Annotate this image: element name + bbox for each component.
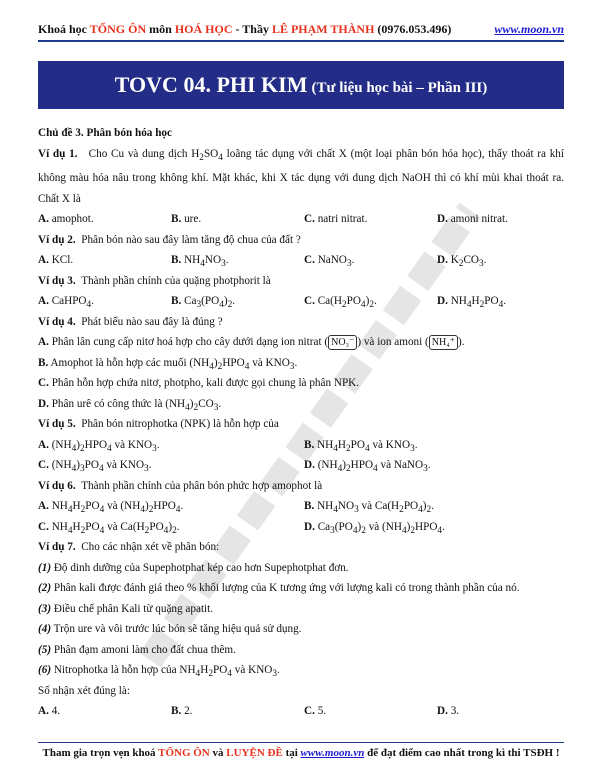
formula-text: H: [72, 520, 81, 533]
example-2-question: [38, 230, 564, 251]
option-letter: A.: [38, 254, 49, 267]
subscript: 3: [272, 669, 278, 680]
statement-6: [38, 660, 564, 681]
formula-text: Ca: [317, 520, 331, 533]
subscript: 4: [99, 505, 105, 516]
formula-text: (NH: [51, 459, 72, 472]
formula-text: PO: [149, 520, 164, 533]
formula-text: .: [156, 438, 160, 451]
example-6-question: [38, 476, 564, 497]
option-letter: D.: [437, 295, 448, 308]
subscript: 4: [333, 505, 338, 516]
statement-text: H: [200, 664, 209, 677]
option-formula: [51, 459, 152, 475]
question-text: Thành phần chính của phân bón phức hợp amophot là: [81, 479, 323, 492]
header-text-3: - Thầy: [232, 22, 272, 36]
subscript: 4: [364, 443, 370, 454]
option-text: NaNO: [317, 254, 347, 267]
subscript: 4: [185, 402, 190, 413]
option-letter: A.: [38, 500, 49, 513]
subscript: 4: [218, 152, 223, 163]
header-text-2: môn: [146, 22, 175, 36]
subscript: 4: [163, 525, 169, 536]
formula-text: và NaNO: [377, 459, 424, 472]
option-c: [304, 209, 367, 230]
option-letter: C.: [304, 705, 315, 718]
option-letter: B.: [171, 254, 182, 267]
example-2-options: [38, 250, 564, 271]
statement-text: .: [277, 664, 280, 677]
option-text: .: [294, 356, 298, 369]
option-letter: C.: [304, 254, 315, 267]
footer-text: Tham gia trọn vẹn khoá: [42, 747, 159, 759]
option-letter: A.: [38, 213, 49, 226]
formula-text: (PO: [334, 520, 353, 533]
subscript: 4: [498, 300, 504, 311]
subscript: 3: [423, 464, 428, 475]
page-title: TOVC 04. PHI KIM: [114, 72, 308, 97]
subscript: 2: [172, 525, 177, 536]
question-text: loãng tác dụng với chất X (một loại phân bón hóa học), thấy thoát ra khí không màu hóa nâu trong không khí. Mặt khác, khi X tác dụng với dung dịch NaOH thì có khí mùi khai thoát ra. Chất X là: [38, 147, 565, 205]
formula-text: ): [76, 438, 80, 451]
formula-text: và KNO: [103, 459, 145, 472]
formula-text: và (NH: [365, 520, 402, 533]
nitrate-ion: NO₃⁻: [328, 335, 357, 350]
option-text: H: [471, 295, 480, 308]
example-1-options: [38, 209, 564, 230]
statement-text: Trộn ure và vôi trước lúc bón sẽ tăng hiệu quả sử dụng.: [51, 623, 302, 636]
subscript: 4: [219, 300, 224, 311]
option-formula: [317, 459, 431, 475]
option-text: .: [373, 295, 377, 308]
formula-text: ): [168, 520, 173, 533]
option-text: .: [351, 254, 355, 267]
subscript: 2: [208, 669, 213, 680]
option-c: [304, 701, 326, 722]
subscript: 3: [221, 259, 226, 270]
option-text: ) và ion amoni (: [357, 336, 429, 349]
option-text: ure.: [184, 213, 202, 226]
formula-text: (NH: [317, 459, 338, 472]
option-formula: [51, 500, 184, 516]
formula-text: .: [442, 520, 445, 533]
formula-text: .: [431, 500, 434, 513]
topic-heading: Chủ đề 3. Phân bón hóa học: [38, 127, 172, 139]
example-6-options-ab: [38, 496, 564, 517]
subscript: 2: [199, 152, 204, 163]
header-course: TỔNG ÔN: [89, 22, 147, 36]
subscript: 2: [410, 525, 416, 536]
title-banner: [38, 61, 564, 109]
subscript: 4: [337, 464, 343, 475]
option-text: ): [223, 295, 228, 308]
formula-text: .: [414, 438, 418, 451]
example-label: Ví dụ 6.: [38, 479, 76, 492]
formula-text: NH: [317, 500, 334, 513]
example-label: Ví dụ 7.: [38, 541, 76, 554]
option-text: .: [225, 254, 229, 267]
header-phone: (0976.053.496): [374, 22, 452, 36]
subscript: 3: [289, 361, 295, 372]
option-text: và KNO: [249, 356, 290, 369]
header-divider: [38, 40, 564, 42]
option-text: Ca(H: [317, 295, 342, 308]
option-formula: [317, 500, 434, 516]
footer-text: tại: [282, 747, 301, 759]
example-4-option-d: [38, 394, 564, 415]
formula-text: PO: [350, 438, 365, 451]
subscript: 3: [410, 443, 415, 454]
subscript: 4: [67, 525, 73, 536]
statement-text: và KNO: [231, 664, 273, 677]
statement-number: (5): [38, 643, 52, 656]
subscript: 4: [195, 669, 201, 680]
option-letter: A.: [38, 336, 49, 349]
formula-text: và Ca(H: [104, 520, 145, 533]
subscript: 2: [369, 300, 374, 311]
example-label: Ví dụ 3.: [38, 274, 76, 287]
formula-text: .: [180, 500, 184, 513]
option-text: .: [483, 254, 487, 267]
subscript: 3: [144, 464, 149, 475]
option-b: [171, 209, 201, 230]
subscript: 2: [148, 505, 154, 516]
subscript: 4: [418, 505, 423, 516]
example-4-option-a: [38, 332, 564, 353]
subscript: 4: [244, 361, 250, 372]
page-subtitle: (Tư liệu học bài – Phần III): [311, 80, 488, 96]
question-text: Cho Cu và dung dịch H: [88, 147, 200, 160]
formula-text: NO: [337, 500, 355, 513]
subscript: 2: [479, 300, 485, 311]
option-letter: A.: [38, 438, 49, 451]
subscript: 3: [152, 443, 157, 454]
formula-text: NH: [317, 438, 334, 451]
statement-text: PO: [212, 664, 228, 677]
formula-text: PO: [85, 520, 100, 533]
formula-text: (NH: [51, 438, 72, 451]
option-text: NH: [184, 254, 201, 267]
subscript: 3: [330, 525, 335, 536]
example-label: Ví dụ 5.: [38, 418, 76, 431]
page-footer: [38, 747, 564, 759]
example-5-question: [38, 414, 564, 435]
formula-text: PO: [84, 459, 99, 472]
example-3-options: [38, 291, 564, 312]
option-letter: D.: [437, 254, 448, 267]
subscript: 4: [99, 525, 105, 536]
footer-course: LUYỆN ĐỀ: [226, 747, 283, 759]
option-text: .: [232, 295, 236, 308]
subscript: 3: [346, 259, 352, 270]
option-text: NH: [450, 295, 467, 308]
subscript: 4: [175, 505, 181, 516]
footer-course: TỔNG ÔN: [158, 747, 210, 759]
option-text: amophot.: [51, 213, 94, 226]
subscript: 4: [352, 525, 358, 536]
option-text: PO: [346, 295, 361, 308]
subscript: 4: [140, 505, 145, 516]
option-text: NO: [204, 254, 222, 267]
statement-text: Độ dinh dưỡng của Supephotphat kép cao hơn Supephotphat đơn.: [51, 561, 349, 574]
question-text: Phân bón nitrophotka (NPK) là hỗn hợp của: [81, 418, 279, 431]
formula-text: NH: [51, 500, 68, 513]
subscript: 3: [196, 300, 202, 311]
example-4-option-c: [38, 373, 564, 394]
subscript: 3: [479, 259, 484, 270]
option-letter: B.: [38, 356, 49, 369]
option-text: 5.: [317, 705, 327, 718]
option-text: natri nitrat.: [317, 213, 368, 226]
subscript: 2: [341, 300, 347, 311]
option-text: ): [213, 356, 218, 369]
option-text: CO: [198, 397, 214, 410]
subscript: 4: [209, 361, 214, 372]
question-text: Thành phần chính của quặng photphorit là: [81, 274, 271, 287]
formula-text: PO: [85, 500, 100, 513]
option-letter: D.: [304, 520, 315, 533]
option-text: PO: [484, 295, 499, 308]
option-d: [437, 701, 459, 722]
example-4-question: [38, 312, 564, 333]
option-letter: C.: [304, 213, 315, 226]
question-text: SO: [203, 147, 219, 160]
statement-number: (6): [38, 664, 52, 677]
option-letter: B.: [304, 500, 315, 513]
subscript: 4: [227, 669, 232, 680]
subscript: 4: [401, 525, 407, 536]
subscript: 3: [354, 505, 359, 516]
example-label: Ví dụ 1.: [38, 147, 78, 160]
subscript: 2: [399, 505, 404, 516]
statement-number: (2): [38, 582, 52, 595]
subscript: 4: [98, 464, 104, 475]
formula-text: ): [145, 500, 149, 513]
example-5-options-ab: [38, 435, 564, 456]
option-text: K: [450, 254, 459, 267]
formula-text: H: [337, 438, 346, 451]
page-header: [38, 22, 564, 37]
subscript: 2: [227, 300, 233, 311]
example-6-options-cd: [38, 517, 564, 538]
subscript: 4: [333, 443, 338, 454]
subscript: 2: [426, 505, 432, 516]
formula-text: .: [176, 520, 180, 533]
example-label: Ví dụ 4.: [38, 315, 76, 328]
option-text: KCl.: [51, 254, 74, 267]
subscript: 4: [71, 464, 77, 475]
subscript: 4: [466, 300, 472, 311]
subscript: 4: [373, 464, 378, 475]
statement-text: Nitrophotka là hỗn hợp của NH: [51, 664, 196, 677]
statement-number: (3): [38, 602, 52, 615]
formula-text: ): [76, 459, 80, 472]
example-3-question: [38, 271, 564, 292]
formula-text: PO: [403, 500, 419, 513]
example-4-option-b: [38, 353, 564, 374]
option-letter: D.: [304, 459, 315, 472]
statement-text: Phân kali được đánh giá theo % khối lượng của K tương ứng với lượng kali có trong thành phần của nó.: [51, 582, 520, 595]
ammonium-ion: NH₄⁺: [429, 335, 458, 350]
option-text: (PO: [201, 295, 220, 308]
header-text: Khoá học: [38, 22, 90, 36]
subscript: 4: [67, 505, 73, 516]
subscript: 2: [80, 525, 86, 536]
formula-text: và Ca(H: [358, 500, 400, 513]
formula-text: HPO: [350, 459, 374, 472]
option-letter: C.: [38, 377, 49, 390]
option-text: Amophot là hỗn hợp các muối (NH: [50, 356, 210, 369]
option-letter: A.: [38, 705, 49, 718]
option-letter: B.: [304, 438, 315, 451]
formula-text: .: [427, 459, 431, 472]
example-7-options: [38, 701, 564, 722]
subscript: 2: [361, 525, 366, 536]
option-formula: [317, 520, 445, 536]
option-text: ).: [458, 336, 465, 349]
statement-text: Điều chế phân Kali từ quặng apatit.: [51, 602, 214, 615]
option-text: Phân urê có công thức là (NH: [51, 397, 186, 410]
subscript: 3: [79, 464, 85, 475]
subscript: 3: [213, 402, 219, 413]
option-letter: C.: [38, 520, 49, 533]
subscript: 4: [71, 443, 77, 454]
formula-text: ): [357, 520, 362, 533]
option-text: .: [91, 295, 94, 308]
footer-site-link[interactable]: www.moon.vn: [300, 747, 365, 759]
statement-3: [38, 599, 564, 620]
option-formula: [51, 520, 180, 536]
formula-text: NH: [51, 520, 68, 533]
statement-number: (1): [38, 561, 52, 574]
subscript: 2: [80, 505, 86, 516]
statement-5: [38, 640, 564, 661]
example-5-options-cd: [38, 455, 564, 476]
formula-text: ): [406, 520, 411, 533]
option-text: CaHPO: [51, 295, 87, 308]
option-d: [437, 209, 508, 230]
formula-text: và (NH: [104, 500, 141, 513]
subscript: 2: [79, 443, 85, 454]
statement-text: Phân đạm amoni làm cho đất chua thêm.: [51, 643, 236, 656]
option-letter: B.: [171, 295, 182, 308]
formula-text: ): [422, 500, 427, 513]
option-text: HPO: [222, 356, 245, 369]
header-site-link[interactable]: www.moon.vn: [494, 22, 564, 36]
option-text: 3.: [450, 705, 460, 718]
formula-text: H: [72, 500, 81, 513]
option-letter: B.: [171, 213, 182, 226]
statement-2: [38, 578, 564, 599]
example-1-question: [38, 144, 564, 210]
question-text: Cho các nhận xét về phân bón:: [81, 541, 220, 554]
question-text: Phân bón nào sau đây làm tăng độ chua của đất ?: [81, 233, 301, 246]
subscript: 4: [437, 525, 443, 536]
formula-text: .: [148, 459, 152, 472]
subscript: 2: [346, 443, 351, 454]
subscript: 4: [360, 300, 366, 311]
statement-4: [38, 619, 564, 640]
option-letter: D.: [437, 213, 448, 226]
formula-text: HPO: [415, 520, 438, 533]
formula-text: ): [342, 459, 346, 472]
formula-text: HPO: [84, 438, 108, 451]
formula-text: HPO: [153, 500, 176, 513]
formula-text: và KNO: [111, 438, 153, 451]
subscript: 2: [217, 361, 223, 372]
option-text: Ca: [184, 295, 197, 308]
statement-1: [38, 558, 564, 579]
option-text: Phân hỗn hợp chứa nitơ, photpho, kali được gọi chung là phân NPK.: [51, 377, 360, 390]
option-letter: C.: [38, 459, 49, 472]
option-letter: D.: [437, 705, 448, 718]
option-text: amoni nitrat.: [450, 213, 508, 226]
option-letter: C.: [304, 295, 315, 308]
subscript: 4: [107, 443, 112, 454]
example-7-ask: Số nhận xét đúng là:: [38, 684, 130, 697]
footer-text: để đạt điểm cao nhất trong kì thi TSĐH !: [364, 747, 560, 759]
header-teacher: LÊ PHẠM THÀNH: [271, 22, 375, 36]
subscript: 4: [86, 300, 92, 311]
footer-divider: [38, 742, 564, 743]
header-subject: HOÁ HỌC: [174, 22, 233, 36]
subscript: 4: [200, 259, 205, 270]
option-letter: B.: [171, 705, 182, 718]
option-letter: D.: [38, 397, 49, 410]
option-text: ): [365, 295, 370, 308]
option-text: Phân lân cung cấp nitơ hoá hợp cho cây dưới dạng ion nitrat (: [51, 336, 329, 349]
option-b: [171, 701, 192, 722]
option-text: .: [218, 397, 222, 410]
option-letter: A.: [38, 295, 49, 308]
subscript: 2: [458, 259, 464, 270]
option-text: CO: [463, 254, 479, 267]
example-7-question: [38, 537, 564, 558]
content: [38, 123, 564, 722]
option-a: [38, 701, 60, 722]
subscript: 2: [144, 525, 150, 536]
option-text: ): [189, 397, 194, 410]
option-a: [38, 209, 94, 230]
subscript: 2: [345, 464, 351, 475]
statement-number: (4): [38, 623, 52, 636]
option-formula: [51, 438, 160, 454]
question-text: Phát biểu nào sau đây là đúng ?: [81, 315, 223, 328]
option-text: 2.: [184, 705, 193, 718]
option-a: [38, 250, 73, 271]
footer-text: và: [209, 747, 227, 759]
formula-text: và KNO: [369, 438, 411, 451]
subscript: 2: [193, 402, 199, 413]
option-text: .: [503, 295, 507, 308]
example-label: Ví dụ 2.: [38, 233, 76, 246]
option-formula: [317, 438, 418, 454]
option-text: 4.: [51, 705, 61, 718]
